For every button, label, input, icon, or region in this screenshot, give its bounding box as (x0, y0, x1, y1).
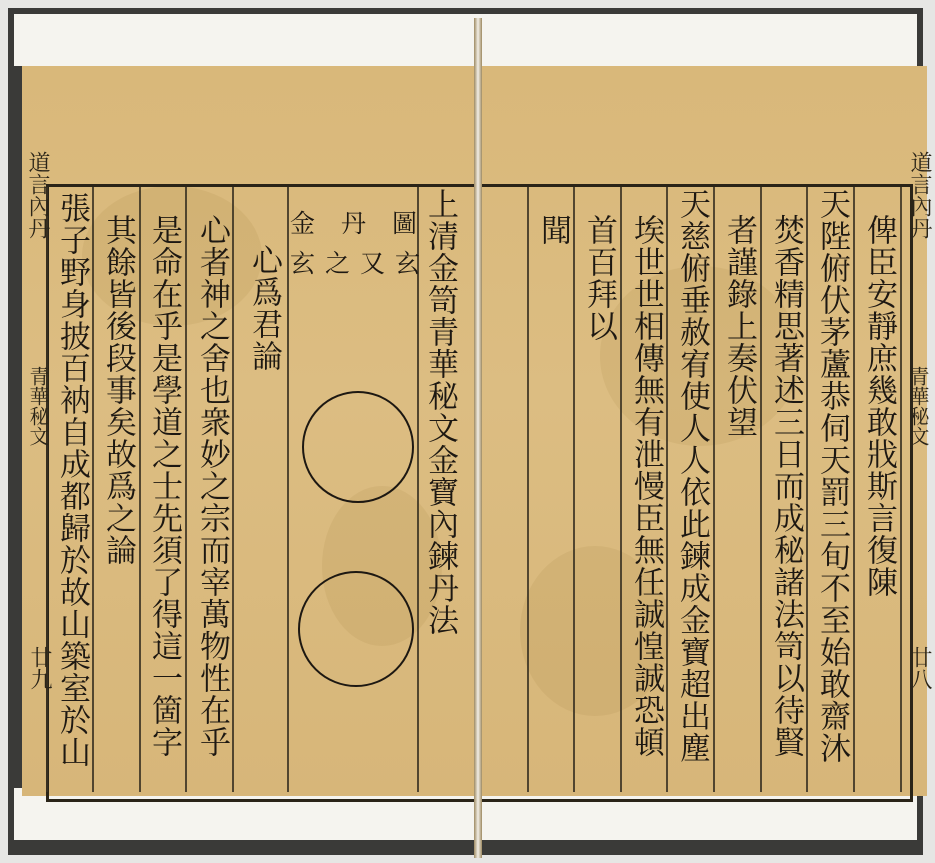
left-margin-title: 道言內丹 (25, 151, 50, 239)
left-text-col-2: 是命在乎是學道之士先須了得這一箇字 (146, 214, 182, 758)
right-text-col-7: 首百拜以 (581, 214, 617, 342)
left-text-col-1: 心者神之舍也衆妙之宗而宰萬物性在乎 (194, 214, 230, 758)
right-text-col-8: 聞 (535, 214, 571, 246)
right-page (480, 66, 932, 796)
right-text-col-6: 埃世世相傳無有泄慢臣無任誠惶誠恐頓 (628, 214, 664, 758)
left-page (22, 66, 476, 796)
right-text-col-2: 天陛俯伏茅蘆恭伺天罰三旬不至始敢齋沐 (814, 188, 850, 764)
left-heading: 心爲君論 (246, 244, 282, 372)
right-text-col-3: 焚香精思著述三日而成秘諸法笥以待賢 (768, 214, 804, 758)
dan-circle-lower (298, 571, 414, 687)
right-text-col-1: 俾臣安靜庶幾敢戕斯言復陳 (861, 214, 897, 598)
right-text-col-4: 者謹錄上奏伏望 (721, 214, 757, 438)
right-margin-sub: 青華秘文 (906, 366, 930, 446)
diagram-label-2: 玄之又玄 (290, 249, 431, 278)
left-text-col-4: 張子野身披百衲自成都歸於故山築室於山 (54, 192, 90, 768)
page-edge-top (14, 14, 917, 66)
left-margin-sub: 青華秘文 (26, 366, 50, 446)
right-text-col-5: 天慈俯垂赦宥使人人依此鍊成金寶超出塵 (674, 188, 710, 764)
book-frame (8, 8, 932, 855)
left-margin-page-number: 廿九 (27, 646, 52, 690)
diagram-label-1: 金丹圖 (290, 209, 444, 238)
left-title-col: 上清金笥青華秘文金寶內鍊丹法 (422, 188, 458, 636)
book-gutter (474, 18, 482, 858)
left-text-col-3: 其餘皆後段事矣故爲之論 (100, 214, 136, 566)
dan-circle-upper (302, 391, 414, 503)
right-margin-title: 道言內丹 (907, 151, 932, 239)
right-margin-page-number: 廿八 (907, 646, 932, 690)
